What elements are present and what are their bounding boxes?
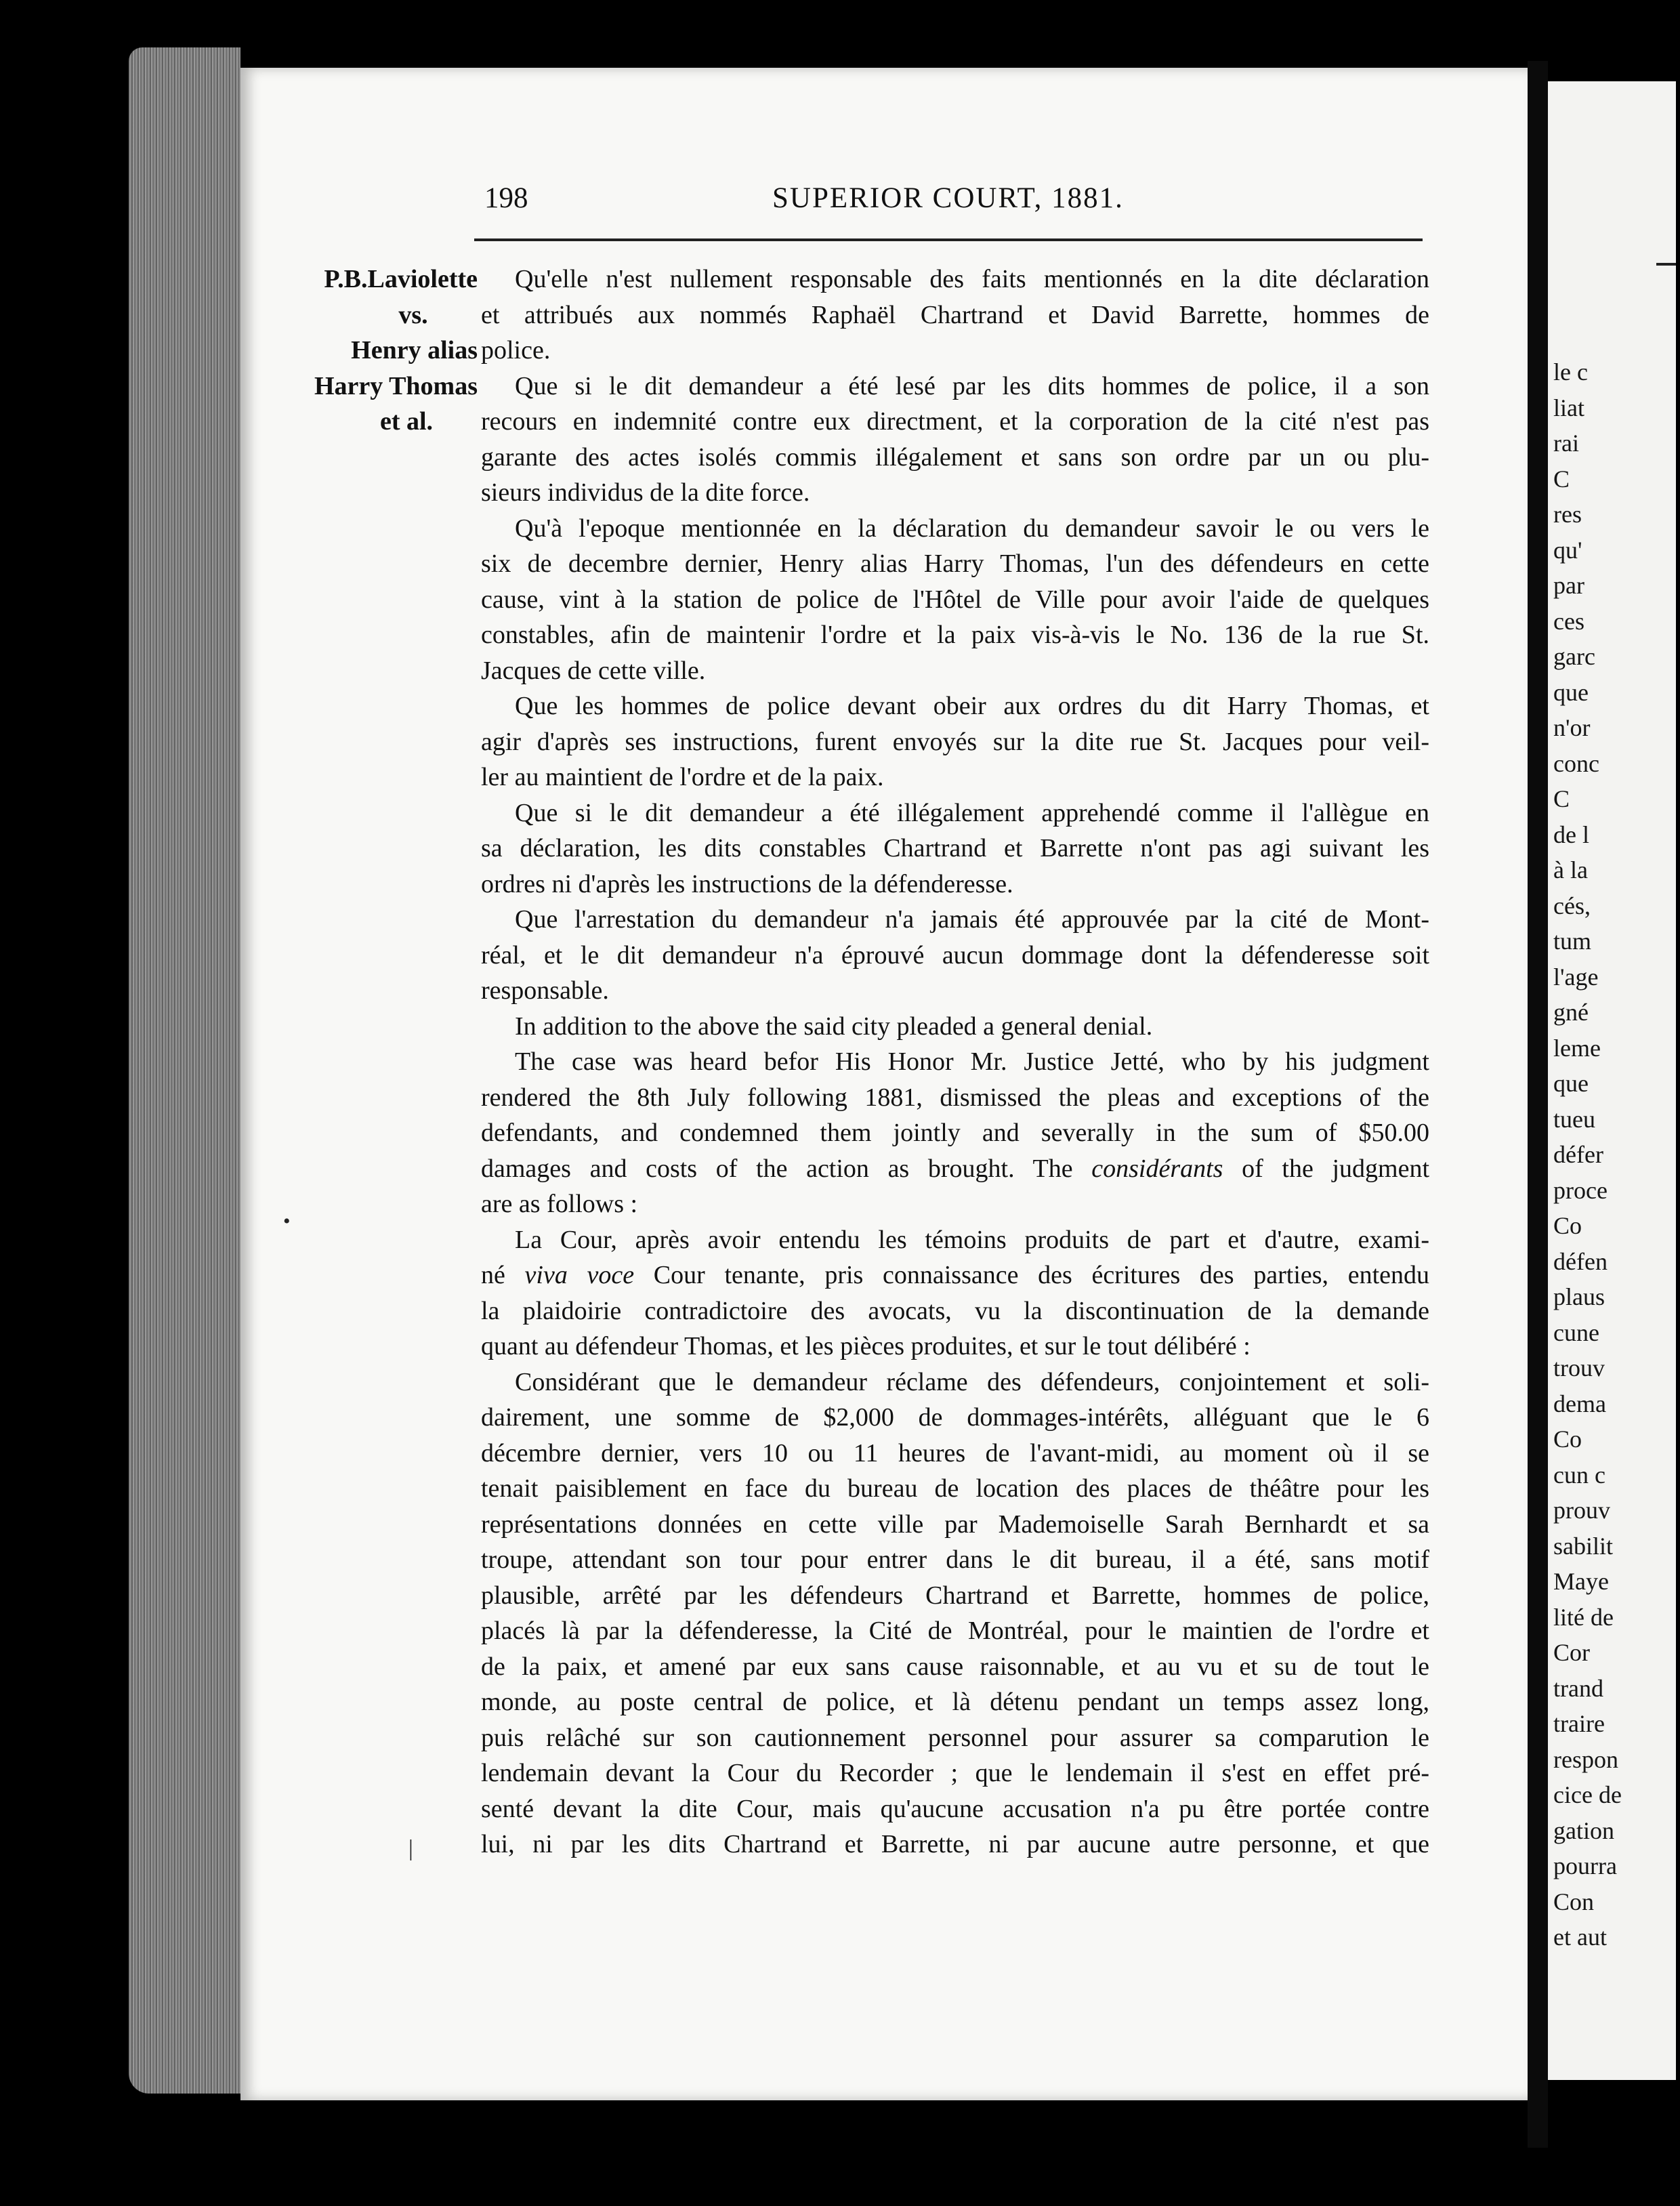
text-line: Qu'à l'epoque mentionnée en la déclaration du demandeur savoir le ou vers le: [515, 514, 1429, 543]
facing-page-line: Maye: [1553, 1568, 1609, 1595]
facing-page-line: défen: [1553, 1247, 1608, 1275]
text-line: puis relâché sur son cautionnement personnel pour assurer sa comparution le: [481, 1723, 1429, 1752]
text-line: garante des actes isolés commis illégalement et sans son ordre par un ou plu-: [481, 442, 1429, 472]
margin-dot: •: [283, 1210, 291, 1232]
facing-page-line: pourra: [1553, 1852, 1617, 1879]
text-line: Que si le dit demandeur a été illégalement apprehendé comme il l'allègue en: [515, 798, 1429, 827]
facing-page-line: cés,: [1553, 892, 1591, 919]
book-page-edges: [129, 47, 240, 2094]
facing-page-line: proce: [1553, 1176, 1608, 1204]
facing-page-line: gation: [1553, 1816, 1614, 1844]
facing-page-line: conc: [1553, 749, 1599, 777]
text-line: recours en indemnité contre eux directment, et la corporation de la cité n'est pas: [481, 407, 1429, 436]
text-line: la plaidoirie contradictoire des avocats, vu la discontinuation de la demande: [481, 1296, 1429, 1325]
facing-page-line: qu': [1553, 536, 1582, 564]
book-gutter: [1528, 61, 1548, 2148]
text-line: responsable.: [481, 976, 609, 1005]
text-line: ler au maintient de l'ordre et de la paix.: [481, 763, 884, 791]
facing-page-line: de l: [1553, 820, 1589, 848]
case-et-al: et al.: [379, 407, 434, 436]
facing-page-line: prouv: [1553, 1497, 1610, 1524]
text-line: quant au défendeur Thomas, et les pièces produites, et sur le tout délibéré :: [481, 1332, 1251, 1360]
facing-page-line: par: [1553, 572, 1584, 599]
text-line: sieurs individus de la dite force.: [481, 478, 810, 507]
facing-page-line: garc: [1553, 643, 1595, 670]
text-line: Que les hommes de police devant obeir aux ordres du dit Harry Thomas, et: [515, 692, 1429, 720]
text-line: Considérant que le demandeur réclame des défendeurs, conjointement et soli-: [515, 1367, 1429, 1396]
text-line: agir d'après ses instructions, furent envoyés sur la dite rue St. Jacques pour veil-: [481, 727, 1429, 756]
text-line: plausible, arrêté par les défendeurs Chartrand et Barrette, hommes de police,: [481, 1581, 1429, 1610]
text-line: six de decembre dernier, Henry alias Harry Thomas, l'un des défendeurs en cette: [481, 549, 1429, 578]
text-line: ordres ni d'après les instructions de la défenderesse.: [481, 869, 1013, 898]
text-line: né viva voce Cour tenante, pris connaissance des écritures des parties, entendu: [481, 1261, 1429, 1289]
text-line: Qu'elle n'est nullement responsable des faits mentionnés en la dite déclaration: [515, 265, 1429, 293]
text-line: Jacques de cette ville.: [481, 656, 706, 685]
text-line: monde, au poste central de police, et là détenu pendant un temps assez long,: [481, 1688, 1429, 1716]
facing-page-line: traire: [1553, 1710, 1605, 1737]
text-line: réal, et le dit demandeur n'a éprouvé aucun dommage dont la défenderesse soit: [481, 940, 1429, 970]
text-line: cause, vint à la station de police de l'Hôtel de Ville pour avoir l'aide de quelques: [481, 585, 1429, 614]
text-line: troupe, attendant son tour pour entrer dans le dit bureau, il a été, sans motif: [481, 1545, 1429, 1574]
facing-page-line: trouv: [1553, 1354, 1605, 1381]
page-number: 198: [484, 182, 528, 214]
text-line: Que si le dit demandeur a été lesé par les dits hommes de police, il a son: [515, 371, 1429, 400]
text-line: et attribués aux nommés Raphaël Chartrand et David Barrette, hommes de: [481, 300, 1429, 329]
text-line: lui, ni par les dits Chartrand et Barrette, ni par aucune autre personne, et que: [481, 1830, 1429, 1858]
text-line: représentations données en cette ville par Mademoiselle Sarah Bernhardt et sa: [481, 1510, 1429, 1539]
text-line: Que l'arrestation du demandeur n'a jamais été approuvée par la cité de Mont-: [515, 905, 1429, 934]
facing-page-header-rule: [1656, 263, 1680, 266]
facing-page-line: plaus: [1553, 1283, 1605, 1310]
facing-page-line: cice de: [1553, 1781, 1622, 1808]
facing-page-line: tueu: [1553, 1105, 1595, 1133]
facing-page-line: que: [1553, 1070, 1589, 1097]
facing-page-line: Co: [1553, 1425, 1582, 1453]
text-line: In addition to the above the said city pleaded a general denial.: [515, 1012, 1153, 1041]
text-line: lendemain devant la Cour du Recorder ; que le lendemain il s'est en effet pré-: [481, 1759, 1429, 1787]
text-line: defendants, and condemned them jointly and severally in the sum of $50.00: [481, 1119, 1429, 1147]
facing-page-line: que: [1553, 678, 1589, 706]
case-versus: vs.: [398, 300, 428, 329]
facing-page-line: leme: [1553, 1034, 1601, 1062]
case-defendant-alias: Harry Thomas: [314, 371, 478, 400]
facing-page-line: cune: [1553, 1318, 1599, 1346]
facing-page-line: défer: [1553, 1141, 1603, 1168]
text-line: placés là par la défenderesse, la Cité de Montréal, pour le maintien de l'ordre et: [481, 1617, 1429, 1645]
case-plaintiff: P.B.Laviolette: [324, 265, 478, 293]
text-line: dairement, une somme de $2,000 de dommages-intérêts, alléguant que le 6: [481, 1403, 1429, 1432]
body-text: [481, 262, 1429, 1862]
facing-page-line: et aut: [1553, 1923, 1607, 1951]
text-line: tenait paisiblement en face du bureau de location des places de théâtre pour les: [481, 1474, 1429, 1503]
running-head: SUPERIOR COURT, 1881.: [772, 182, 1124, 214]
case-defendant: Henry alias: [351, 336, 478, 365]
text-line: constables, afin de maintenir l'ordre et la paix vis-à-vis le No. 136 de la rue St.: [481, 621, 1429, 649]
facing-page-line: sabilit: [1553, 1532, 1613, 1560]
text-line: de la paix, et amené par eux sans cause raisonnable, et au vu et su de tout le: [481, 1652, 1429, 1681]
facing-page-line: dema: [1553, 1390, 1606, 1417]
text-line: damages and costs of the action as brought. The considérants of the judgment: [481, 1154, 1430, 1183]
facing-page-line: respon: [1553, 1745, 1618, 1773]
text-line: décembre dernier, vers 10 ou 11 heures de l'avant-midi, au moment où il se: [481, 1438, 1429, 1468]
text-line: sa déclaration, les dits constables Chartrand et Barrette n'ont pas agi suivant les: [481, 834, 1429, 862]
header-rule: [474, 238, 1423, 241]
case-margin-note: [308, 262, 478, 440]
text-line: La Cour, après avoir entendu les témoins produits de part et d'autre, exami-: [515, 1225, 1429, 1254]
text-line: The case was heard befor His Honor Mr. Justice Jetté, who by his judgment: [515, 1047, 1429, 1076]
facing-page-line: ces: [1553, 607, 1584, 635]
facing-page-line: le c: [1553, 358, 1588, 386]
facing-page-line: Con: [1553, 1888, 1595, 1915]
facing-page-line: Co: [1553, 1212, 1582, 1239]
facing-page-line: n'or: [1553, 714, 1591, 741]
facing-page-line: Cor: [1553, 1639, 1590, 1666]
facing-page-line: rai: [1553, 430, 1579, 457]
text-line: police.: [481, 336, 551, 365]
facing-page-line: l'age: [1553, 963, 1599, 991]
text-line: rendered the 8th July following 1881, dismissed the pleas and exceptions of the: [481, 1083, 1429, 1112]
facing-page-line: gné: [1553, 999, 1589, 1026]
facing-page-line: cun c: [1553, 1461, 1605, 1489]
facing-page-line: lité de: [1553, 1603, 1614, 1631]
facing-page-line: trand: [1553, 1674, 1603, 1702]
facing-page-text: [1553, 354, 1622, 1955]
text-line: are as follows :: [481, 1190, 638, 1218]
facing-page-line: res: [1553, 501, 1582, 528]
margin-tick: |: [408, 1836, 413, 1861]
facing-page-line: liat: [1553, 394, 1584, 421]
facing-page-fragment: [1548, 81, 1680, 2080]
facing-page-line: C: [1553, 465, 1570, 493]
facing-page-line: tum: [1553, 928, 1592, 955]
facing-page-line: C: [1553, 785, 1570, 812]
facing-page-line: à la: [1553, 856, 1588, 883]
text-line: senté devant la dite Cour, mais qu'aucune accusation n'a pu être portée contre: [481, 1794, 1429, 1823]
